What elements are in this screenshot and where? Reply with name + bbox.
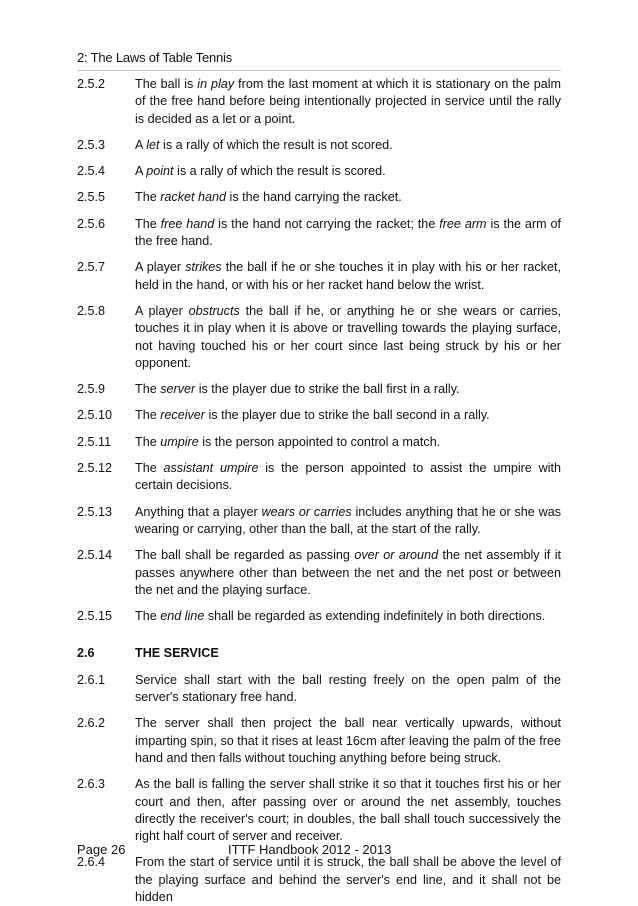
defined-term: free arm	[439, 216, 487, 231]
rule-text	[135, 672, 561, 707]
rule-item	[77, 259, 561, 294]
rule-item	[77, 216, 561, 251]
rule-number: 2.5.7	[77, 260, 106, 275]
rule-item	[77, 189, 561, 206]
rule-text	[135, 434, 561, 451]
text-run: the ball if he or she touches it in play with his or her racket, held in the hand, or with his or her racket hand below the wrist.	[135, 260, 561, 292]
rules-body	[77, 76, 561, 906]
rule-item	[77, 504, 561, 539]
rule-item	[77, 381, 561, 398]
section-heading	[77, 645, 561, 662]
rule-number: 2.5.9	[77, 382, 106, 397]
text-run: The	[135, 434, 161, 449]
defined-term: server	[160, 382, 196, 397]
text-run: The	[135, 461, 164, 476]
rule-text	[135, 137, 561, 154]
text-run: The server shall then project the ball near vertically upwards, without imparting spin, so that it rises at least 16cm after leaving the palm of the free hand and then falls without touching anything before being struck.	[135, 716, 561, 765]
text-run: from the last moment at which it is stationary on the palm of the free hand before being intentionally projected in service until the rally is decided as a let or a point.	[135, 77, 562, 126]
defined-term: assistant umpire	[163, 461, 259, 476]
rule-number: 2.5.14	[77, 548, 113, 563]
text-run: The ball is	[135, 77, 198, 91]
text-run: the ball if he, or anything he or she wears or carries, touches it in play when it is above or travelling towards the playing surface, not having touched his or her court since last being struck by his or her opponent.	[135, 303, 561, 370]
rule-number: 2.6.4	[77, 855, 106, 870]
defined-term: wears or carries	[261, 504, 352, 519]
defined-term: obstructs	[188, 303, 240, 318]
text-run: As the ball is falling the server shall strike it so that it touches first his or her court and then, after passing over or around the net assembly, touches directly the receiver's court; in doubles, the ball shall touch successively the right half court of server and receiver.	[135, 777, 561, 844]
text-run: includes anything that he or she was wearing or carrying, other than the ball, at the start of the rally.	[135, 504, 561, 536]
rule-text	[135, 460, 561, 495]
rule-number: 2.5.15	[77, 609, 113, 624]
rule-item	[77, 163, 561, 180]
rule-number: 2.6	[77, 646, 95, 661]
text-run: The	[135, 609, 161, 624]
rule-text	[135, 715, 561, 767]
rule-text	[135, 216, 561, 251]
rule-item	[77, 407, 561, 424]
defined-term: end line	[160, 609, 205, 624]
text-run: is a rally of which the result is not scored.	[159, 137, 393, 152]
text-run: is the person appointed to assist the umpire with certain decisions.	[135, 461, 561, 493]
rule-item	[77, 715, 561, 767]
rule-number: 2.5.12	[77, 461, 113, 476]
text-run: is a rally of which the result is scored.	[173, 164, 386, 179]
text-run: is the hand carrying the racket.	[226, 190, 402, 205]
text-run: The	[135, 408, 161, 423]
running-header: 2: The Laws of Table Tennis	[77, 50, 233, 65]
rule-text	[135, 608, 561, 625]
rule-text	[135, 163, 561, 180]
text-run: is the player due to strike the ball second in a rally.	[205, 408, 490, 423]
defined-term: in play	[197, 77, 235, 91]
defined-term: strikes	[185, 260, 222, 275]
text-run: is the arm of the free hand.	[135, 216, 562, 249]
text-run: is the hand not carrying the racket; the	[214, 216, 440, 231]
rule-text	[135, 547, 561, 599]
rule-number: 2.5.5	[77, 190, 106, 205]
rule-item	[77, 854, 561, 906]
text-run: The	[135, 382, 161, 397]
page-number: Page 26	[77, 842, 126, 857]
rule-text	[135, 854, 561, 906]
defined-term: over or around	[354, 548, 439, 563]
text-run: A	[135, 137, 147, 152]
defined-term: racket hand	[160, 190, 227, 205]
rule-text	[135, 303, 561, 372]
rule-text	[135, 407, 561, 424]
text-run: is the person appointed to control a match.	[198, 434, 441, 449]
rule-item	[77, 303, 561, 372]
text-run: the net assembly if it passes anywhere other than between the net and the net post or between the net and the playing surface.	[135, 548, 561, 597]
rule-number: 2.6.1	[77, 672, 106, 687]
rule-number: 2.6.3	[77, 777, 106, 792]
rule-number: 2.5.8	[77, 303, 106, 318]
rule-text	[135, 504, 561, 539]
rule-text	[135, 76, 561, 128]
text-run: A player	[135, 303, 189, 318]
defined-term: let	[146, 137, 160, 152]
text-run: A	[135, 164, 147, 179]
text-run: From the start of service until it is struck, the ball shall be above the level of the playing surface and behind the server's end line, and it shall not be hidden	[135, 855, 561, 904]
header-divider	[77, 70, 561, 71]
rule-text	[135, 776, 561, 845]
rule-number: 2.5.13	[77, 504, 113, 519]
rule-item	[77, 608, 561, 625]
rule-item	[77, 137, 561, 154]
defined-term: umpire	[160, 434, 199, 449]
rule-number: 2.5.11	[77, 434, 112, 449]
rule-number: 2.6.2	[77, 716, 106, 731]
rule-number: 2.5.3	[77, 137, 106, 152]
rule-text	[135, 189, 561, 206]
defined-term: point	[146, 164, 174, 179]
rule-text	[135, 259, 561, 294]
defined-term: free hand	[160, 216, 215, 231]
rule-item	[77, 776, 561, 845]
text-run: A player	[135, 260, 186, 275]
rule-item	[77, 547, 561, 599]
text-run: The	[135, 216, 161, 231]
publication-title: ITTF Handbook 2012 - 2013	[228, 842, 392, 857]
text-run: is the player due to strike the ball first in a rally.	[195, 382, 460, 397]
section-title	[135, 645, 561, 662]
rule-number: 2.5.10	[77, 408, 113, 423]
rule-number: 2.5.6	[77, 216, 106, 231]
rule-item	[77, 460, 561, 495]
rule-number: 2.5.2	[77, 77, 106, 91]
text-run: Anything that a player	[135, 504, 262, 519]
rule-item	[77, 672, 561, 707]
text-run: The	[135, 190, 161, 205]
rule-text	[135, 381, 561, 398]
text-run: THE SERVICE	[135, 646, 219, 661]
text-run: shall be regarded as extending indefinitely in both directions.	[204, 609, 546, 624]
text-run: Service shall start with the ball resting freely on the open palm of the server's stationary free hand.	[135, 672, 561, 705]
text-run: The ball shall be regarded as passing	[135, 548, 355, 563]
rule-item	[77, 434, 561, 451]
defined-term: receiver	[160, 408, 205, 423]
rule-number: 2.5.4	[77, 164, 106, 179]
rule-item	[77, 76, 561, 128]
